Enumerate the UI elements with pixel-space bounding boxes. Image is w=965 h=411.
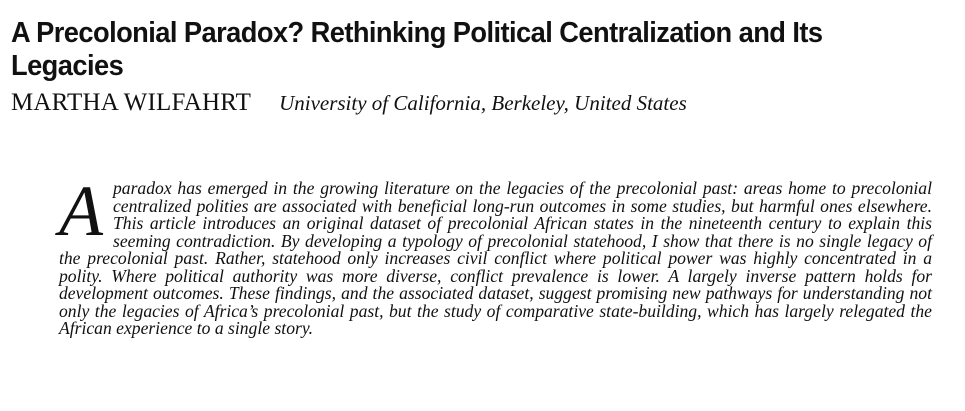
abstract-dropcap: A	[59, 171, 103, 251]
abstract-body: paradox has emerged in the growing literature on the legacies of the precolonial past: areas home to precolonial centralized polities are associated with beneficial long-run outcomes in some studies, but harmful ones elsewhere. This article introduces an original dataset of precolonial African states in the nineteenth century to explain this seeming contradiction. By developing a typology of precolonial statehood, I show that there is no single legacy of the precolonial past. Rather, statehood only increases civil conflict where political power was highly concentrated in a polity. Where political authority was more diverse, conflict prevalence is lower. A largely inverse pattern holds for development outcomes. These findings, and the associated dataset, suggest promising new pathways for understanding not only the legacies of Africa’s precolonial past, but the study of comparative state-building, which has largely relegated the African experience to a single story.	[59, 178, 932, 338]
author-name: MARTHA WILFAHRT	[11, 89, 252, 116]
paper-title: A Precolonial Paradox? Rethinking Political Centralization and Its Legacies	[11, 17, 823, 82]
author-affiliation: University of California, Berkeley, United States	[279, 91, 687, 115]
abstract	[59, 171, 932, 338]
byline	[11, 89, 687, 117]
